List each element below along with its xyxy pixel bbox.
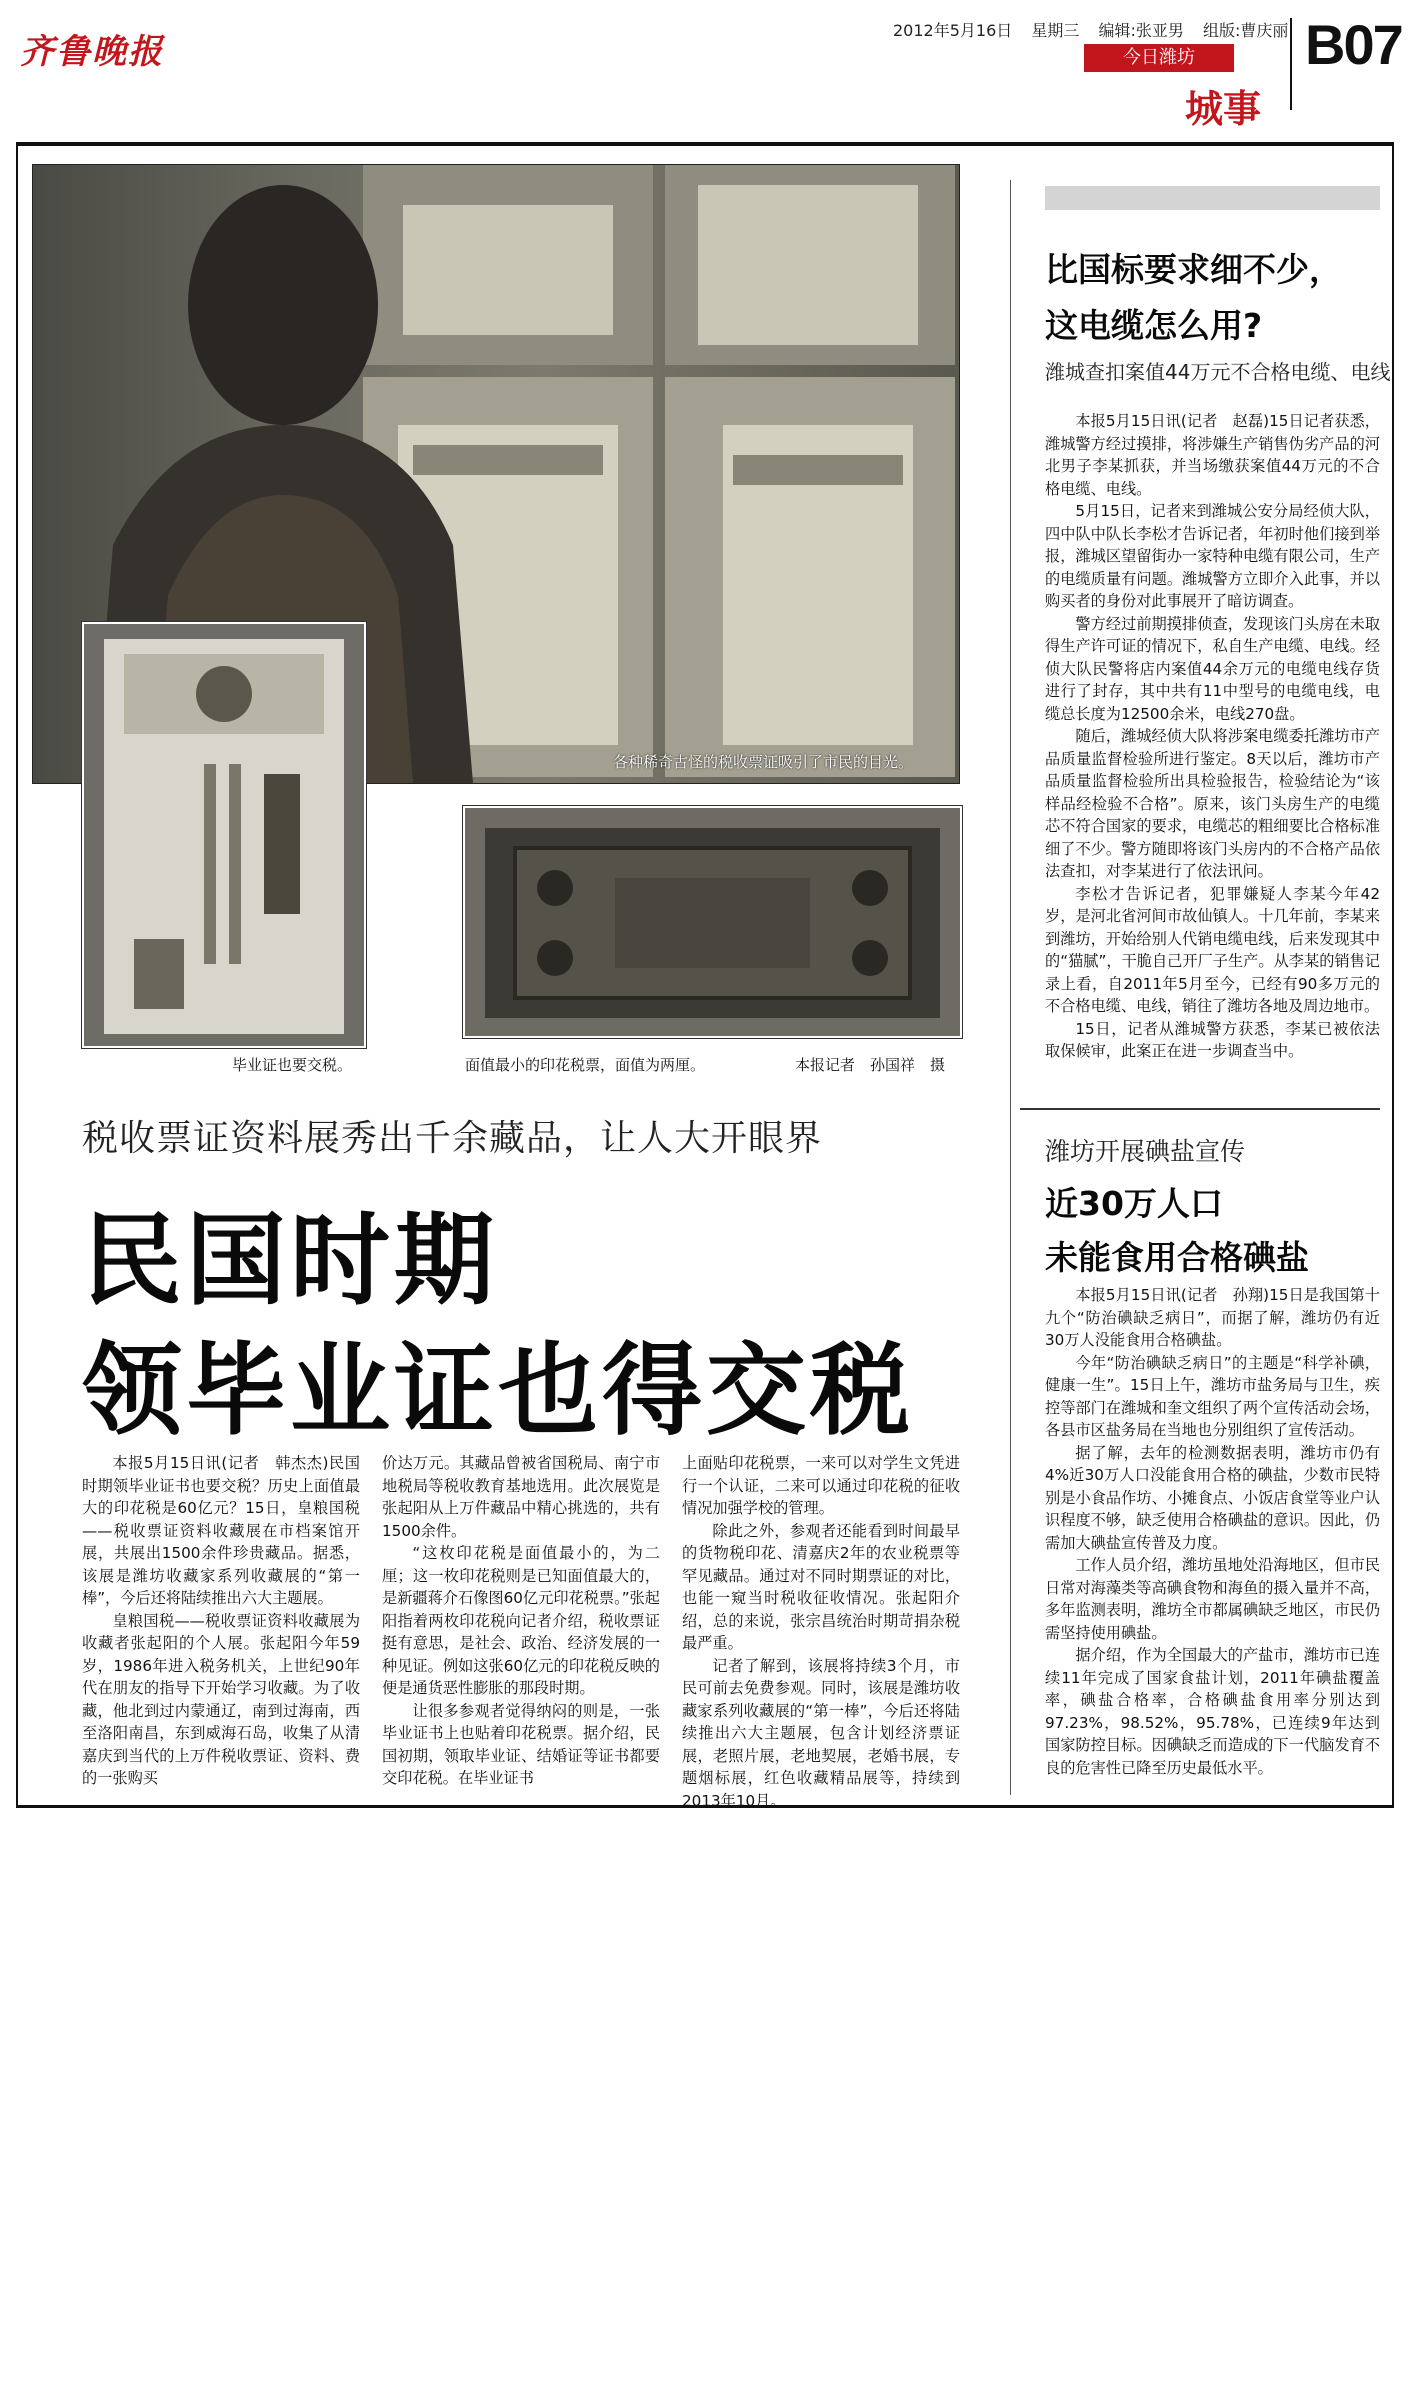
right-rule [1392,142,1394,1808]
section-name: 城事 [1185,87,1262,131]
right-story-divider [1020,1108,1380,1110]
story2-headline-line1: 比国标要求细不少， [1045,250,1342,289]
layout-credit: 组版:曹庆丽 [1202,21,1289,40]
main-column-1 [82,1452,360,1790]
paragraph: 本报5月15日讯(记者 韩杰杰)民国时期领毕业证书也要交税？历史上面值最大的印花税是60亿元？15日，皇粮国税——税收票证资料收藏展在市档案馆开展，共展出1500余件珍贵藏品。据悉，该展是潍坊收藏家系列收藏展的“第一棒”，今后还将陆续推出六大主题展。 [82,1454,360,1607]
page-number: B07 [1305,13,1402,76]
paragraph: 15日，记者从潍城警方获悉，李某已被依法取保候审，此案正在进一步调查当中。 [1045,1019,1380,1060]
story3-body [1045,1284,1380,1779]
stamp-illustration [465,808,960,1036]
main-photo-caption: 各种稀奇古怪的税收票证吸引了市民的目光。 [613,753,914,771]
header-divider [1290,18,1292,110]
paragraph: 李松才告诉记者，犯罪嫌疑人李某今年42岁，是河北省河间市故仙镇人。十几年前，李某来到潍坊，开始给别人代销电缆电线，后来发现其中的“猫腻”，干脆自己开厂子生产。从李某的销售记录上看，自2011年5月至今，已经有90多万元的不合格电缆、电线，销往了潍坊各地及周边地市。 [1045,884,1380,1015]
issue-date: 2012年5月16日 [893,21,1013,40]
paragraph: 皇粮国税——税收票证资料收藏展为收藏者张起阳的个人展。张起阳今年59岁，1986年进入税务机关，上世纪90年代在朋友的指导下开始学习收藏。为了收藏，他北到过内蒙通辽，南到过海南，西至洛阳南昌，东到威海石岛，收集了从清嘉庆到当代的上万件税收票证、资料、费的一张购买 [82,1611,360,1787]
paragraph: 本报5月15日讯(记者 孙翔)15日是我国第十九个“防治碘缺乏病日”，而据了解，潍坊仍有近30万人没能食用合格碘盐。 [1045,1286,1380,1349]
stamp-caption: 面值最小的印花税票，面值为两厘。 [465,1056,706,1074]
story3-headline-line2: 未能食用合格碘盐 [1045,1238,1309,1277]
issue-weekday: 星期三 [1031,21,1080,40]
paragraph: 记者了解到，该展将持续3个月，市民可前去免费参观。同时，该展是潍坊收藏家系列收藏展的“第一棒”，今后还将陆续推出六大主题展，包含计划经济票证展，老照片展，老地契展，老婚书展，专题烟标展，红色收藏精品展等，持续到2013年10月。 [682,1656,960,1810]
paragraph: 本报5月15日讯(记者 赵磊)15日记者获悉，潍城警方经过摸排，将涉嫌生产销售伪劣产品的河北男子李某抓获，并当场缴获案值44万元的不合格电缆、电线。 [1045,412,1380,498]
editor-credit: 编辑:张亚男 [1098,21,1184,40]
main-column-2 [382,1452,660,1790]
paragraph: 5月15日，记者来到潍城公安分局经侦大队，四中队中队长李松才告诉记者，年初时他们接到举报，潍城区望留街办一家特种电缆有限公司，生产的电缆质量有问题。潍城警方立即介入此事，并以购买者的身份对此事展开了暗访调查。 [1045,502,1380,610]
diploma-illustration [84,624,364,1046]
paragraph: 价达万元。其藏品曾被省国税局、南宁市地税局等税收教育基地选用。此次展览是张起阳从上万件藏品中精心挑选的，共有1500余件。 [382,1454,660,1540]
photo-credit: 本报记者 孙国祥 摄 [795,1056,946,1074]
left-rule [16,142,18,1808]
main-headline-line1: 民国时期 [82,1202,498,1319]
story3-headline-line1: 近30万人口 [1045,1184,1223,1223]
paragraph: 今年“防治碘缺乏病日”的主题是“科学补碘，健康一生”。15日上午，潍坊市盐务局与卫生，疾控等部门在潍城和奎文组织了两个宣传活动会场，各县市区盐务局在当地也分别组织了宣传活动。 [1045,1353,1380,1439]
diploma-caption: 毕业证也要交税。 [232,1056,353,1074]
masthead-logo: 齐鲁晚报 [20,32,164,72]
diploma-photo [82,622,366,1048]
top-rule [16,142,1394,146]
paragraph: “这枚印花税是面值最小的，为二厘；这一枚印花税则是已知面值最大的，是新疆蒋介石像图60亿元印花税票。”张起阳指着两枚印花税向记者介绍，税收票证挺有意思，是社会、政治、经济发展的一种见证。例如这张60亿元的印花税反映的便是通货恶性膨胀的那段时期。 [382,1544,660,1697]
story2-subhead: 潍城查扣案值44万元不合格电缆、电线 [1045,360,1391,384]
main-column-3 [682,1452,960,1812]
header-meta [893,18,1302,41]
paragraph: 警方经过前期摸排侦查，发现该门头房在未取得生产许可证的情况下，私自生产电缆、电线。经侦大队民警将店内案值44余万元的电缆电线存货进行了封存，其中共有11中型号的电缆电线，电缆总长度为12500余米，电线270盘。 [1045,614,1380,723]
main-headline-line2: 领毕业证也得交税 [82,1332,914,1449]
paragraph: 让很多参观者觉得纳闷的则是，一张毕业证书上也贴着印花税票。据介绍，民国初期，领取毕业证、结婚证等证书都要交印花税。在毕业证书 [382,1701,660,1787]
story3-kicker: 潍坊开展碘盐宣传 [1045,1137,1246,1166]
paragraph: 据介绍，作为全国最大的产盐市，潍坊市已连续11年完成了国家食盐计划，2011年碘盐覆盖率，碘盐合格率，合格碘盐食用率分别达到97.23%，98.52%，95.78%，已连续9年达到国家防控目标。因碘缺乏而造成的下一代脑发育不良的危害性已降至历史最低水平。 [1045,1646,1380,1777]
section-tag: 今日潍坊 [1084,44,1234,72]
story2-headline-line2: 这电缆怎么用? [1045,306,1263,345]
main-subhead: 税收票证资料展秀出千余藏品，让人大开眼界 [82,1118,823,1159]
paragraph: 随后，潍城经侦大队将涉案电缆委托潍坊市产品质量监督检验所进行鉴定。8天以后，潍坊市产品质量监督检验所出具检验报告，检验结论为“该样品经检验不合格”。原来，该门头房生产的电缆芯不符合国家的要求，电缆芯的粗细要比合格标准细了不少。警方随即将该门头房内的不合格产品依法查扣，对李某进行了依法讯问。 [1045,727,1380,880]
story2-top-bar [1045,186,1380,210]
paragraph: 据了解，去年的检测数据表明，潍坊市仍有4%近30万人口没能食用合格的碘盐，少数市民特别是小食品作坊、小摊食点、小饭店食堂等业户认识程度不够，缺乏使用合格碘盐的意识。因此，仍需加大碘盐宣传普及力度。 [1045,1443,1380,1552]
paragraph: 工作人员介绍，潍坊虽地处沿海地区，但市民日常对海藻类等高碘食物和海鱼的摄入量并不高，多年监测表明，潍坊全市都属碘缺乏地区，市民仍需坚持使用碘盐。 [1045,1556,1380,1642]
paragraph: 上面贴印花税票，一来可以对学生文凭进行一个认证，二来可以通过印花税的征收情况加强学校的管理。 [682,1454,960,1517]
column-divider [1010,180,1011,1795]
story2-body [1045,410,1380,1063]
paragraph: 除此之外，参观者还能看到时间最早的货物税印花、清嘉庆2年的农业税票等罕见藏品。通过对不同时期票证的对比，也能一窥当时税收征收情况。张起阳介绍，总的来说，张宗昌统治时期苛捐杂税最严重。 [682,1521,960,1652]
stamp-photo [463,806,962,1038]
